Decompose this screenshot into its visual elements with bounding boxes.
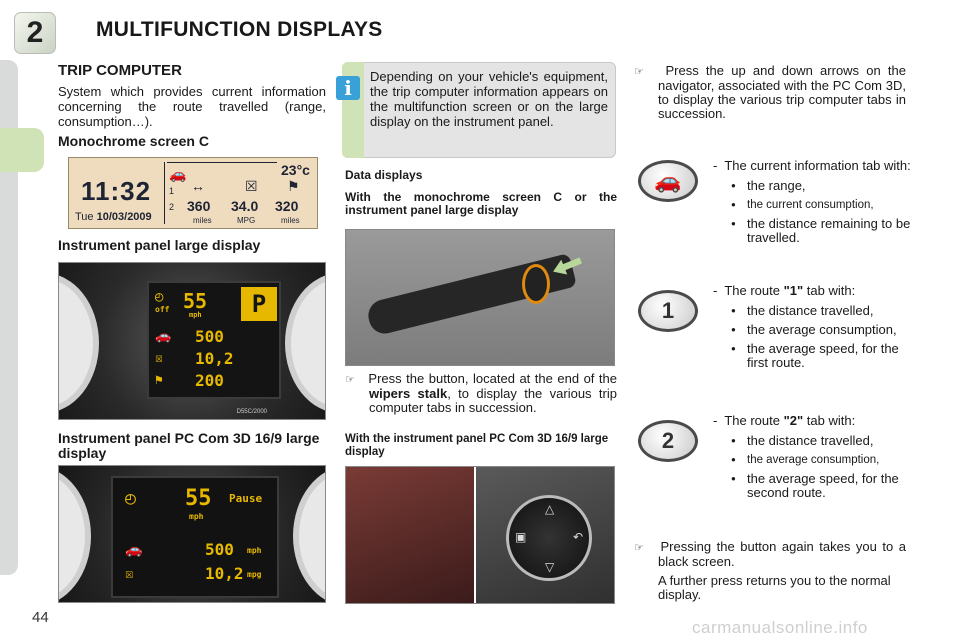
right-dial	[293, 466, 326, 603]
tab-lead: - The route "2" tab with:	[713, 413, 856, 428]
instrument-panel-pc-com-photo	[58, 465, 326, 603]
tab1-lead-pre: The route	[724, 283, 784, 298]
navigator-instruction-text: Press the up and down arrows on the navigator, associated with the PC Com 3D, to display the various trip computer tabs in succession.	[658, 63, 906, 121]
trip-computer-description: System which provides current information concerning the route travelled (range, consumption…).	[58, 84, 326, 129]
left-dial	[58, 273, 99, 413]
tab0-lead-text: The current information tab with:	[724, 158, 911, 173]
stalk-end-button	[522, 264, 550, 304]
current-info-tab	[713, 159, 913, 250]
list-item: ● the average speed, for the first route.	[731, 342, 913, 370]
chapter-number: 2	[26, 16, 44, 49]
lcd-row-3: 200	[195, 371, 224, 390]
screen-date	[75, 211, 152, 223]
tab-lead: - The current information tab with:	[713, 158, 911, 173]
left-dial	[58, 466, 91, 603]
list-item: ● the distance remaining to be travelled.	[731, 217, 913, 245]
press-again-text: Pressing the button again takes you to a black screen.	[658, 539, 906, 569]
page-number: 44	[32, 609, 49, 626]
lcd-gear: P	[241, 287, 277, 321]
car-range-icon: 🚗	[125, 542, 143, 558]
nav-back-icon: ↶	[573, 530, 584, 544]
hand-pointer-icon: ☞	[345, 373, 355, 386]
press-again-instruction	[634, 540, 906, 607]
speedometer-icon: ◴	[125, 488, 136, 509]
pc-com-lcd	[111, 476, 279, 598]
range-car-icon: ↔	[191, 178, 205, 194]
chapter-side-tab	[0, 128, 44, 172]
chapter-badge	[14, 12, 56, 54]
lcd-speed: 55	[185, 486, 212, 511]
list-item: ● the average consumption,	[731, 453, 913, 467]
tab1-lead-bold: "1"	[783, 283, 804, 298]
info-note-text: Depending on your vehicle's equipment, the trip computer information appears on the multifunction screen or on the large display on the instrument panel.	[370, 69, 608, 129]
tab2-lead-bold: "2"	[783, 413, 804, 428]
screen-value-range: 360	[187, 198, 211, 214]
lcd-pause-label: Pause	[229, 492, 263, 505]
screen-unit-range: miles	[193, 216, 212, 225]
lcd-row-2: 10,2	[205, 564, 244, 583]
lcd-speed-unit: mph	[189, 512, 204, 521]
lcd-off-label: off	[155, 305, 170, 314]
hand-pointer-icon: ☞	[634, 65, 644, 78]
center-console-photo	[345, 466, 615, 604]
list-item: ● the average consumption,	[731, 323, 913, 337]
lcd-row-2-unit: mpg	[247, 570, 262, 579]
flag-icon: ⚑	[287, 178, 300, 194]
tab-lead: - The route "1" tab with:	[713, 283, 856, 298]
screen-value-distance: 320	[275, 198, 299, 214]
car-tab-icon: 🚗	[638, 160, 698, 202]
tab2-lead-post: tab with:	[803, 413, 856, 428]
press-stalk-instruction	[345, 372, 617, 415]
further-press-text: A further press returns you to the normal display.	[658, 573, 891, 602]
info-icon: i	[336, 76, 360, 100]
route-1-tab-icon: 1	[638, 290, 698, 332]
flag-icon: ⚑	[155, 373, 163, 388]
route-2-tab	[713, 414, 913, 505]
tab1-lead-post: tab with:	[803, 283, 856, 298]
screen-date-value: 10/03/2009	[96, 211, 152, 223]
hand-pointer-icon: ☞	[634, 541, 644, 554]
instrument-panel-large-display-photo	[58, 262, 326, 420]
lcd-row-2: 10,2	[195, 349, 234, 368]
screen-divider-top	[167, 162, 277, 163]
press-text-bold: wipers stalk	[369, 386, 448, 401]
fuel-icon: ☒	[155, 351, 163, 366]
car-icon: 🚗	[169, 166, 187, 182]
image-reference-code: D55C/2000	[236, 409, 267, 415]
screen-time: 11:32	[81, 176, 152, 206]
nav-left-icon: ▣	[515, 530, 527, 544]
speedometer-icon: ◴	[155, 289, 164, 305]
instrument-panel-large-display-heading: Instrument panel large display	[58, 237, 261, 253]
list-item: ● the distance travelled,	[731, 434, 913, 448]
fuel-icon: ☒	[245, 178, 258, 194]
trip-computer-heading: TRIP COMPUTER	[58, 62, 182, 79]
lcd-row-1: 500	[205, 540, 234, 559]
fuel-icon: ☒	[125, 566, 134, 582]
tab-1-marker: 1	[169, 186, 175, 196]
press-text-2: , to display the various trip computer tabs in succession.	[369, 386, 617, 415]
lcd-row-1: 500	[195, 327, 224, 346]
right-dial	[285, 273, 326, 413]
instrument-lcd	[147, 281, 281, 399]
screen-unit-distance: miles	[281, 216, 300, 225]
navigator-knob	[506, 495, 592, 581]
tab-2-marker: 2	[169, 202, 175, 212]
monochrome-screen-heading: Monochrome screen C	[58, 133, 209, 149]
watermark: carmanualsonline.info	[692, 618, 868, 637]
data-displays-heading: Data displays	[345, 168, 423, 182]
lcd-row-1-unit: mph	[247, 546, 262, 555]
list-item: ● the range,	[731, 179, 913, 193]
route-2-tab-icon: 2	[638, 420, 698, 462]
route-1-tab	[713, 284, 913, 375]
list-item: ● the distance travelled,	[731, 304, 913, 318]
page-title: MULTIFUNCTION DISPLAYS	[96, 18, 383, 41]
lcd-speed: 55	[183, 289, 208, 313]
instrument-panel-pc-com-heading: Instrument panel PC Com 3D 16/9 large display	[58, 430, 320, 461]
screen-divider-vertical	[164, 162, 165, 224]
screen-temperature: 23°c	[281, 162, 310, 178]
down-arrow-icon: ▽	[545, 560, 555, 574]
list-item: ● the average speed, for the second route.	[731, 472, 913, 500]
tab2-lead-pre: The route	[724, 413, 784, 428]
list-item: ● the current consumption,	[731, 198, 913, 212]
screen-unit-consumption: MPG	[237, 216, 256, 225]
up-arrow-icon: △	[545, 502, 555, 516]
press-text-1: Press the button, located at the end of the	[368, 371, 618, 386]
lcd-speed-unit: mph	[189, 311, 202, 319]
navigator-instruction	[634, 64, 906, 121]
car-range-icon: 🚗	[155, 329, 172, 344]
screen-day: Tue	[75, 211, 94, 223]
monochrome-screen-image	[68, 157, 318, 229]
screen-value-consumption: 34.0	[231, 198, 259, 214]
wipers-stalk-photo	[345, 229, 615, 366]
with-monochrome-heading: With the monochrome screen C or the instrument panel large display	[345, 190, 617, 217]
with-pc-com-heading: With the instrument panel PC Com 3D 16/9 large display	[345, 433, 609, 458]
console-gear-lever	[346, 467, 474, 604]
